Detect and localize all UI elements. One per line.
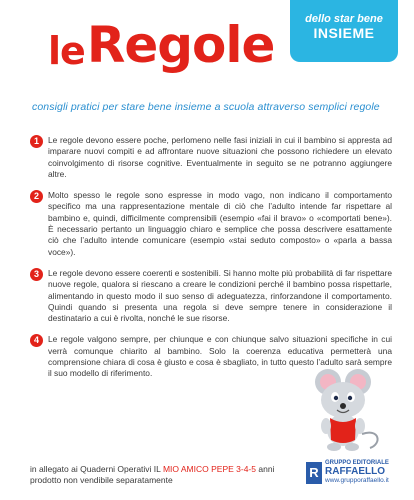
rule-item	[30, 135, 392, 180]
rule-number: 3	[30, 268, 43, 281]
publisher-line1: GRUPPO EDITORIALE	[325, 460, 389, 466]
publisher-website: www.grupporaffaello.it	[325, 477, 389, 484]
footer-line1	[30, 464, 274, 475]
mouse-mascot-icon	[300, 368, 388, 452]
publisher-logo-text	[325, 460, 389, 485]
title-block	[48, 16, 275, 90]
rule-number: 1	[30, 135, 43, 148]
footer-line2: prodotto non vendibile separatamente	[30, 475, 173, 485]
publisher-logo-mark: R	[306, 462, 322, 484]
rules-list	[30, 135, 392, 390]
badge-line2: INSIEME	[313, 25, 375, 41]
title-main: Regole	[86, 16, 275, 74]
series-badge	[290, 0, 398, 62]
rule-text: Molto spesso le regole sono espresse in modo vago, non indicano il comportamento specifico ma una rappresentazione mentale di ciò che l’adulto intende far rispettare al bambino e, quindi, difficilmente comprensibili (esempio «fai il bravo» o «comportati bene»). È necessario pertanto un linguaggio chiaro e semplice che possa descrivere esattamente ciò che l’adulto intende comunicare (esempio «stai seduto composto» o «parla a bassa voce»).	[48, 190, 392, 257]
footer-line1-accent: MIO AMICO PEPE 3-4-5	[162, 464, 256, 474]
subtitle: consigli pratici per stare bene insieme a scuola attraverso semplici regole	[32, 101, 380, 113]
footer-line1-prefix: in allegato ai Quaderni Operativi IL	[30, 464, 163, 474]
rule-text: Le regole devono essere poche, perlomeno nelle fasi iniziali in cui il bambino si appresta ad imparare nuovi compiti e ad affrontare nuove situazioni che possono richiedere un elevato coinvolgimento di risorse cognitive. Eventualmente in seguito se ne potranno aggiungere altre.	[48, 135, 392, 179]
rule-item	[30, 268, 392, 324]
badge-line1: dello star bene	[305, 13, 383, 25]
publisher-logo	[306, 460, 389, 485]
rule-text: Le regole devono essere coerenti e sostenibili. Si hanno molte più probabilità di far rispettare nuove regole, qualora si riescano a creare le condizioni perché il bambino possa rispettarle, alimentando in questo modo il suo senso di adeguatezza, rinforzandone il comportamento. Quindi quando si presenta una regola si deve sempre tenere in considerazione il destinatario a cui è rivolta, nonché le sue risorse.	[48, 267, 392, 324]
rule-item	[30, 190, 392, 258]
title-prefix: le	[48, 29, 85, 73]
rule-text: Le regole valgono sempre, per chiunque e con chiunque salvo situazioni specifiche in cui verrà comunque chiarito al bambino. Solo la coerenza educativa permetterà una comprensione chiara di cosa è giusto e cosa è sbagliato, in tutto questo l’adulto sarà sempre il suo modello di riferimento.	[48, 334, 392, 379]
footer-note	[30, 464, 274, 486]
footer-line1-suffix: anni	[256, 464, 275, 474]
book-title	[48, 16, 275, 74]
rule-number: 2	[30, 190, 43, 203]
publisher-line2: RAFFAELLO	[325, 466, 385, 477]
rule-number: 4	[30, 334, 43, 347]
